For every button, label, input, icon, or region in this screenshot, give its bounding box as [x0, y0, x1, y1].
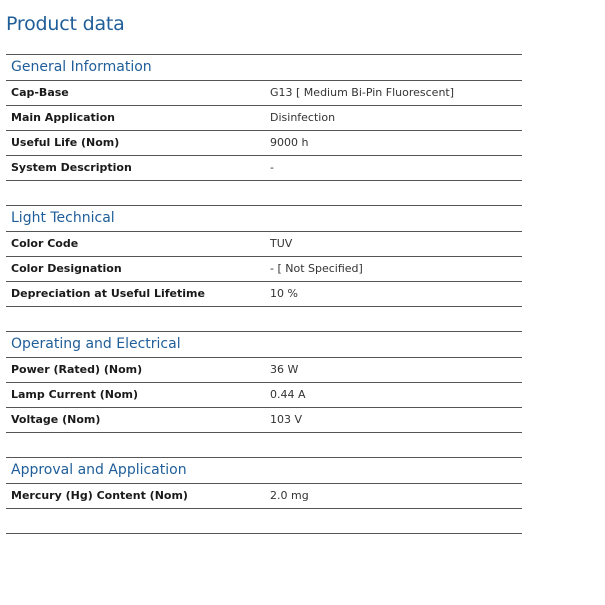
row-label: Lamp Current (Nom)	[11, 388, 139, 401]
row-value: 0.44 A	[270, 388, 306, 401]
row-value: - [ Not Specified]	[270, 262, 363, 275]
row-label: Color Code	[11, 237, 79, 250]
row-label: Cap-Base	[11, 86, 69, 99]
row-label: Voltage (Nom)	[11, 413, 101, 426]
table-row	[6, 407, 522, 432]
section-divider	[6, 432, 522, 457]
row-label: Depreciation at Useful Lifetime	[11, 287, 205, 300]
row-label: Color Designation	[11, 262, 122, 275]
section-heading-light-technical: Light Technical	[6, 205, 522, 231]
table-row	[6, 130, 522, 155]
table-row	[6, 281, 522, 306]
table-row	[6, 256, 522, 281]
section-heading-general-information: General Information	[6, 54, 522, 80]
row-value: TUV	[270, 237, 293, 250]
product-data-table	[6, 54, 522, 534]
table-bottom-border	[6, 533, 522, 534]
row-label: Mercury (Hg) Content (Nom)	[11, 489, 188, 502]
table-row	[6, 483, 522, 508]
row-label: Main Application	[11, 111, 115, 124]
table-row	[6, 105, 522, 130]
row-label: Useful Life (Nom)	[11, 136, 120, 149]
section-divider	[6, 508, 522, 533]
table-row	[6, 155, 522, 180]
row-value: 103 V	[270, 413, 303, 426]
row-value: 10 %	[270, 287, 298, 300]
section-divider	[6, 306, 522, 331]
row-value: 2.0 mg	[270, 489, 309, 502]
section-heading-operating-and-electrical: Operating and Electrical	[6, 331, 522, 357]
section-heading-approval-and-application: Approval and Application	[6, 457, 522, 483]
row-value: G13 [ Medium Bi-Pin Fluorescent]	[270, 86, 455, 99]
table-row	[6, 231, 522, 256]
table-row	[6, 382, 522, 407]
row-value: Disinfection	[270, 111, 336, 124]
row-label: System Description	[11, 161, 132, 174]
row-value: 9000 h	[270, 136, 309, 149]
section-divider	[6, 180, 522, 205]
table-row	[6, 80, 522, 105]
row-value: 36 W	[270, 363, 299, 376]
table-row	[6, 357, 522, 382]
row-value: -	[270, 161, 274, 174]
page-title: Product data	[6, 13, 125, 35]
row-label: Power (Rated) (Nom)	[11, 363, 143, 376]
